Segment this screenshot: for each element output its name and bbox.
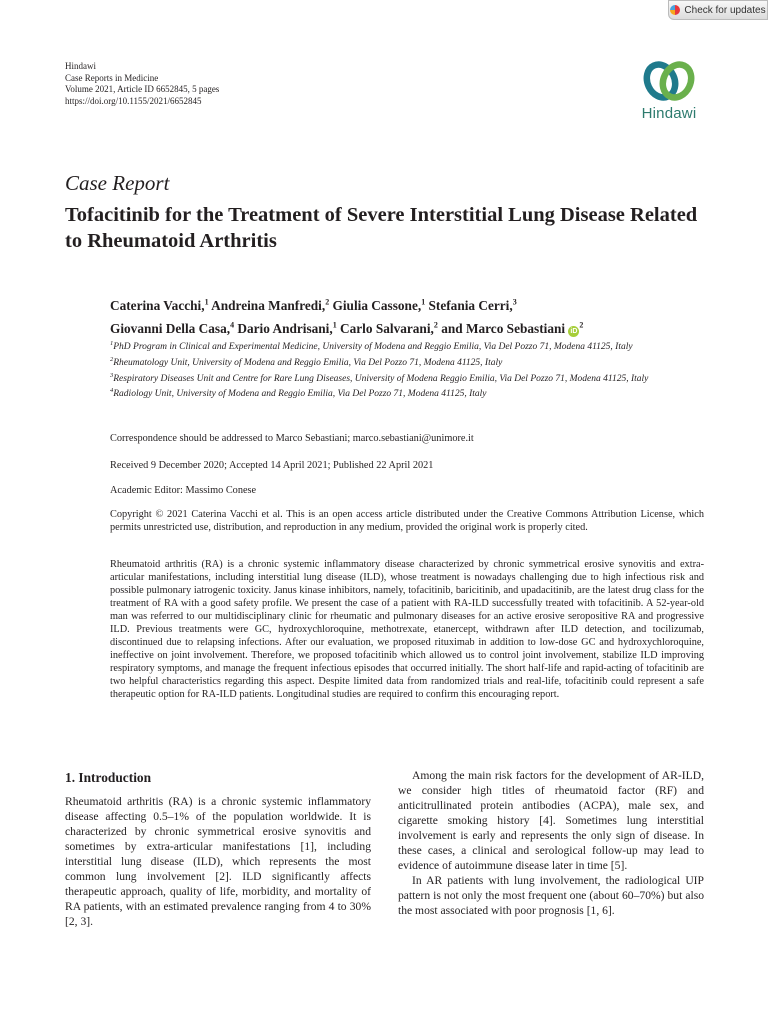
author[interactable]: Giulia Cassone,$^1$: [332, 298, 426, 314]
right-column: [398, 768, 704, 918]
crossmark-icon: [670, 5, 680, 15]
hindawi-logo-text: Hindawi: [641, 105, 697, 122]
author[interactable]: Andreina Manfredi,$^2$: [211, 298, 330, 314]
author[interactable]: Stefania Cerri,$^3$: [428, 298, 517, 314]
journal-volume: Volume 2021, Article ID 6652845, 5 pages: [65, 84, 220, 94]
author[interactable]: Giovanni Della Casa,$^4$: [110, 320, 235, 336]
intro-paragraph: In AR patients with lung involvement, the radiological UIP pattern is not only the most frequent one (about 60–70%) but also the most associated with poor prognosis [1, 6].: [398, 874, 704, 918]
article-type: Case Report: [65, 171, 170, 195]
check-updates-label: Check for updates: [684, 4, 766, 16]
doi-link[interactable]: https://doi.org/10.1155/2021/6652845: [65, 95, 202, 106]
affiliations: [110, 338, 720, 401]
check-for-updates-button[interactable]: [668, 0, 768, 20]
affiliation: $^4$Radiology Unit, University of Modena and Reggio Emilia, Via Del Pozzo 71, Modena 41125, Italy: [110, 387, 487, 400]
abstract: Rheumatoid arthritis (RA) is a chronic systemic inflammatory disease characterized by chronic symmetrical erosive synovitis and extra-articular manifestations, including interstitial lung disease (ILD), whose treatment is nowadays challenging due to high infectious risk and possible pulmonary iatrogenic toxicity. Janus kinase inhibitors, namely, tofacitinib, baricitinib, and upadacitinib, are the latest drug class for the treatment of RA with a good safety profile. We present the case of a patient with RA-ILD successfully treated with tofacitinib. A 52-year-old man was referred to our multidisciplinary clinic for rheumatic and pulmonary diseases for an active erosive seropositive RA and progressive ILD. Previous treatments were GC, hydroxychloroquine, methotrexate, etanercept, withdrawn after ILD detection, and tocilizumab, discontinued due to relapsing infections. After our evaluation, we proposed rituximab in addition to low-dose GC and hydroxychloroquine, ineffective on joint involvement. Therefore, we proposed tofacitinib which allowed us to control joint involvement, stabilize ILD improving respiratory symptoms, and manage the frequent infectious episodes that occurred initially. The short half-life and rapid-acting of tofacitinib are two helpful characteristics regarding this aspect. Despite limited data from randomized trials and real-life, tofacitinib could represent a safe therapeutic option for RA-ILD patients. Longitudinal studies are required to confirm this encouraging report.: [110, 559, 704, 701]
copyright-notice: Copyright © 2021 Caterina Vacchi et al. This is an open access article distributed under the Creative Commons Attribution License, which permits unrestricted use, distribution, and reproduction in any medium, provided the original work is properly cited.: [110, 509, 704, 533]
academic-editor: Academic Editor: Massimo Conese: [110, 485, 257, 496]
intro-paragraph: Rheumatoid arthritis (RA) is a chronic systemic inflammatory disease affecting 0.5–1% of the population worldwide. It is characterized by chronic symmetrical erosive synovitis and sometimes by extra-articular manifestations [1], including interstitial lung disease (ILD), which represents the most common lung involvement [2]. ILD significantly affects therapeutic approach, quality of life, morbidity, and mortality of RA patients, with an estimated prevalence ranging from 4 to 30% [2, 3].: [65, 795, 371, 929]
journal-name: Case Reports in Medicine: [65, 72, 159, 83]
hindawi-rings-icon: [643, 58, 695, 104]
hindawi-logo: [633, 58, 705, 122]
affiliation: $^2$Rheumatology Unit, University of Modena and Reggio Emilia, Via Del Pozzo 71, Modena 41125, Italy: [110, 355, 503, 368]
author[interactable]: Caterina Vacchi,$^1$: [110, 298, 209, 314]
publication-dates: Received 9 December 2020; Accepted 14 April 2021; Published 22 April 2021: [110, 460, 434, 471]
author[interactable]: and Marco Sebastiani $iD^2$: [441, 320, 584, 336]
correspondence: Correspondence should be addressed to Marco Sebastiani; marco.sebastiani@unimore.it: [110, 433, 474, 444]
left-column: [65, 770, 371, 929]
intro-paragraph: Among the main risk factors for the development of AR-ILD, we consider high titles of rheumatoid factor (RF) and anticitrullinated protein antibodies (ACPA), male sex, and cigarette smoking history [4]. Sometimes lung interstitial involvement is early and represents the only sign of disease. In these cases, a clinical and serological follow-up may lead to evidence of autoimmune disease later in time [5].: [398, 769, 704, 873]
journal-meta: [65, 61, 219, 107]
article-title: Tofacitinib for the Treatment of Severe Interstitial Lung Disease Related to Rheumatoid Arthritis: [65, 204, 698, 252]
author-list: [110, 293, 710, 338]
affiliation: $^1$PhD Program in Clinical and Experimental Medicine, University of Modena and Reggio Emilia, Via Del Pozzo 71, Modena 41125, Italy: [110, 340, 633, 353]
affiliation: $^3$Respiratory Diseases Unit and Centre for Rare Lung Diseases, University of Modena Reggio Emilia, Via Del Pozzo 71, Modena 41125, Italy: [110, 371, 649, 384]
author[interactable]: Carlo Salvarani,$^2$: [340, 320, 438, 336]
publisher-name: Hindawi: [65, 61, 96, 71]
orcid-icon[interactable]: iD: [570, 327, 578, 335]
section-heading-introduction: 1. Introduction: [65, 770, 152, 785]
author[interactable]: Dario Andrisani,$^1$: [237, 320, 337, 336]
